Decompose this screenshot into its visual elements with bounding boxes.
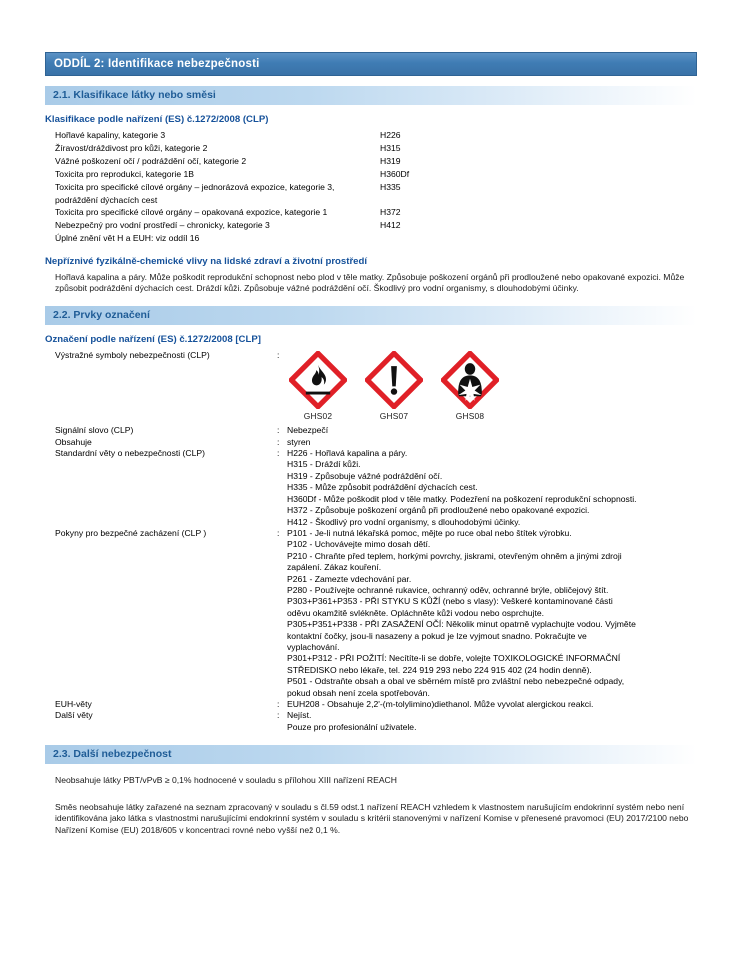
hazard-statement: H335 - Může způsobit podráždění dýchacích cest. — [287, 482, 478, 493]
signal-word-row — [45, 425, 697, 436]
other-statements-label: Další věty — [55, 710, 93, 721]
hazard-statement: H360Df - Může poškodit plod v těle matky. Podezření na poškození reprodukční schopnosti. — [287, 493, 637, 504]
signal-word-value: Nebezpečí — [287, 425, 329, 436]
classification-name: Vážné poškození očí / podráždění očí, kategorie 2 — [55, 155, 247, 166]
table-row — [55, 195, 697, 206]
precautionary-statements-label: Pokyny pro bezpečné zacházení (CLP ) — [55, 527, 207, 538]
classification-code: H360Df — [380, 168, 410, 179]
colon: : — [277, 699, 280, 709]
other-hazards-para-1: Neobsahuje látky PBT/vPvB ≥ 0,1% hodnocené v souladu s přílohou XIII nařízení REACH — [55, 775, 397, 786]
ghs-pictogram-item — [439, 351, 501, 422]
classification-note: Úplné znění vět H a EUH: viz oddíl 16 — [55, 233, 200, 244]
precautionary-statement-cont: pokud obsah není zcela spotřebován. — [287, 687, 430, 698]
precautionary-statement: P101 - Je-li nutná lékařská pomoc, mějte po ruce obal nebo štítek výrobku. — [287, 527, 572, 538]
signal-word-label: Signální slovo (CLP) — [55, 425, 134, 436]
euh-statements-row — [45, 699, 697, 710]
colon: : — [277, 710, 280, 721]
ghs-pictogram-code: GHS02 — [303, 410, 333, 421]
hazard-statement: H412 - Škodlivý pro vodní organismy, s dlouhodobými účinky. — [287, 516, 521, 527]
colon: : — [277, 425, 280, 436]
classification-name: Toxicita pro specifické cílové orgány – opakovaná expozice, kategorie 1 — [55, 207, 328, 218]
other-statements-values — [287, 710, 697, 733]
table-row — [55, 169, 697, 180]
subsection-bar-2-3: 2.3. Další nebezpečnost — [45, 745, 697, 764]
precautionary-statement: P210 - Chraňte před teplem, horkými povrchy, jiskrami, otevřeným ohněm a jinými zdroji — [287, 550, 622, 561]
precautionary-statements-row — [45, 528, 697, 699]
contains-label: Obsahuje — [55, 436, 92, 447]
subsection-bar-2-2: 2.2. Prvky označení — [45, 306, 697, 325]
classification-code: H319 — [380, 155, 401, 166]
ghs-pictogram-item — [363, 351, 425, 422]
labelling-heading: Označení podle nařízení (ES) č.1272/2008 [CLP] — [45, 333, 261, 345]
other-statement: Pouze pro profesionální uživatele. — [287, 721, 417, 732]
other-statements-row — [45, 710, 697, 733]
pictogram-label: Výstražné symboly nebezpečnosti (CLP) — [55, 349, 210, 360]
precautionary-statement: P303+P361+P353 - PŘI STYKU S KŮŽÍ (nebo s vlasy): Veškeré kontaminované části — [287, 596, 613, 607]
classification-name: Hořlavé kapaliny, kategorie 3 — [55, 130, 166, 140]
hazard-statements-values — [287, 448, 697, 528]
precautionary-statement: P102 - Uchovávejte mimo dosah dětí. — [287, 539, 431, 550]
precautionary-statement: P301+P312 - PŘI POŽITÍ: Necítíte-li se dobře, volejte TOXIKOLOGICKÉ INFORMAČNÍ — [287, 653, 621, 664]
subsection-bar-2-1: 2.1. Klasifikace látky nebo směsi — [45, 86, 697, 105]
colon: : — [277, 349, 280, 360]
euh-statements-label: EUH-věty — [55, 699, 92, 709]
precautionary-statement-cont: kontaktní čočky, jsou-li nasazeny a pokud je lze vyjmout snadno. Pokračujte ve — [287, 630, 587, 641]
precautionary-statements-values — [287, 528, 697, 699]
colon: : — [277, 448, 280, 459]
euh-statements-value: EUH208 - Obsahuje 2,2'-(m-tolylimino)diethanol. Může vyvolat alergickou reakci. — [287, 699, 594, 709]
hazard-statements-label: Standardní věty o nebezpečnosti (CLP) — [55, 448, 206, 459]
hazard-statement: H319 - Způsobuje vážné podráždění očí. — [287, 470, 443, 481]
classification-heading: Klasifikace podle nařízení (ES) č.1272/2008 (CLP) — [45, 114, 269, 125]
table-row — [55, 156, 697, 167]
contains-value: styren — [287, 436, 311, 447]
table-row — [55, 207, 697, 218]
classification-code: H226 — [380, 130, 401, 140]
pictogram-values — [287, 350, 697, 422]
classification-code: H412 — [380, 220, 401, 231]
ghs-pictogram-code: GHS08 — [455, 410, 485, 421]
ghs-pictogram-group — [287, 351, 695, 422]
precautionary-statement-cont: vyplachování. — [287, 641, 340, 652]
page-content — [45, 52, 697, 837]
precautionary-statement-cont: zapálení. Zákaz kouření. — [287, 562, 382, 573]
colon: : — [277, 436, 280, 447]
section-header-bar: ODDÍL 2: Identifikace nebezpečnosti — [45, 52, 697, 76]
colon: : — [277, 527, 280, 538]
pictogram-row — [45, 350, 697, 422]
precautionary-statement: P280 - Používejte ochranné rukavice, ochranný oděv, ochranné brýle, obličejový štít. — [287, 584, 609, 595]
table-row — [55, 220, 697, 231]
other-hazards-para-2: Směs neobsahuje látky zařazené na seznam zpracovaný v souladu s čl.59 odst.1 nařízení REACH vzhledem k vlastnostem narušujícím endokrinní systém nebo není identifikována jako látka s vlastnostmi narušujícími endokrinní systém v souladu s kritérii stanovenými v nařízení Komise v přenesené pravomoci (EU) 2017/2100 nebo Nařízení Komise (EU) 2018/605 v koncentraci rovné nebo vyšší než 0,1 %. — [55, 801, 689, 835]
ghs-pictogram-item — [287, 351, 349, 422]
classification-code: H372 — [380, 207, 401, 218]
contains-row — [45, 437, 697, 448]
precautionary-statement-cont: oděvu okamžitě svlékněte. Opláchněte kůži vodou nebo osprchujte. — [287, 607, 545, 618]
classification-name-cont: podráždění dýchacích cest — [55, 194, 158, 205]
classification-name: Toxicita pro specifické cílové orgány – jednorázová expozice, kategorie 3, — [55, 181, 335, 192]
exclamation-mark-icon — [365, 351, 423, 409]
precautionary-statement: P501 - Odstraňte obsah a obal ve sběrném místě pro zvláštní nebo nebezpečné odpady, — [287, 676, 625, 687]
classification-name: Toxicita pro reprodukci, kategorie 1B — [55, 168, 195, 179]
table-row — [55, 143, 697, 154]
other-statement: Nejíst. — [287, 710, 312, 721]
ghs-pictogram-code: GHS07 — [379, 410, 409, 421]
hazard-statement: H372 - Způsobuje poškození orgánů při prodloužené nebo opakované expozici. — [287, 505, 590, 516]
precautionary-statement-cont: STŘEDISKO nebo lékaře, tel. 224 919 293 nebo 224 915 402 (24 hodin denně). — [287, 664, 592, 675]
classification-list — [45, 130, 697, 232]
health-hazard-icon — [441, 351, 499, 409]
adverse-effects-text: Hořlavá kapalina a páry. Může poškodit reprodukční schopnost nebo plod v těle matky. Způsobuje poškození orgánů při prodloužené nebo opakované expozici. Může způsobit podráždění dýchacích cest. Dráždí kůži. Způsobuje vážné podráždění očí. Škodlivý pro vodní organismy, s dlouhodobými účinky. — [55, 271, 685, 294]
classification-name: Nebezpečný pro vodní prostředí – chronicky, kategorie 3 — [55, 220, 270, 231]
table-row — [55, 130, 697, 141]
classification-code: H315 — [380, 142, 401, 153]
hazard-statement: H226 - Hořlavá kapalina a páry. — [287, 448, 408, 459]
flame-icon — [289, 351, 347, 409]
hazard-statement: H315 - Dráždí kůži. — [287, 459, 361, 470]
classification-name: Žíravost/dráždivost pro kůži, kategorie 2 — [55, 142, 208, 153]
precautionary-statement: P305+P351+P338 - PŘI ZASAŽENÍ OČÍ: Několik minut opatrně vyplachujte vodou. Vyjměte — [287, 619, 636, 630]
classification-code: H335 — [380, 181, 401, 192]
precautionary-statement: P261 - Zamezte vdechování par. — [287, 573, 412, 584]
hazard-statements-row — [45, 448, 697, 528]
table-row — [55, 182, 697, 193]
adverse-effects-heading: Nepříznivé fyzikálně-chemické vlivy na lidské zdraví a životní prostředí — [45, 255, 368, 267]
